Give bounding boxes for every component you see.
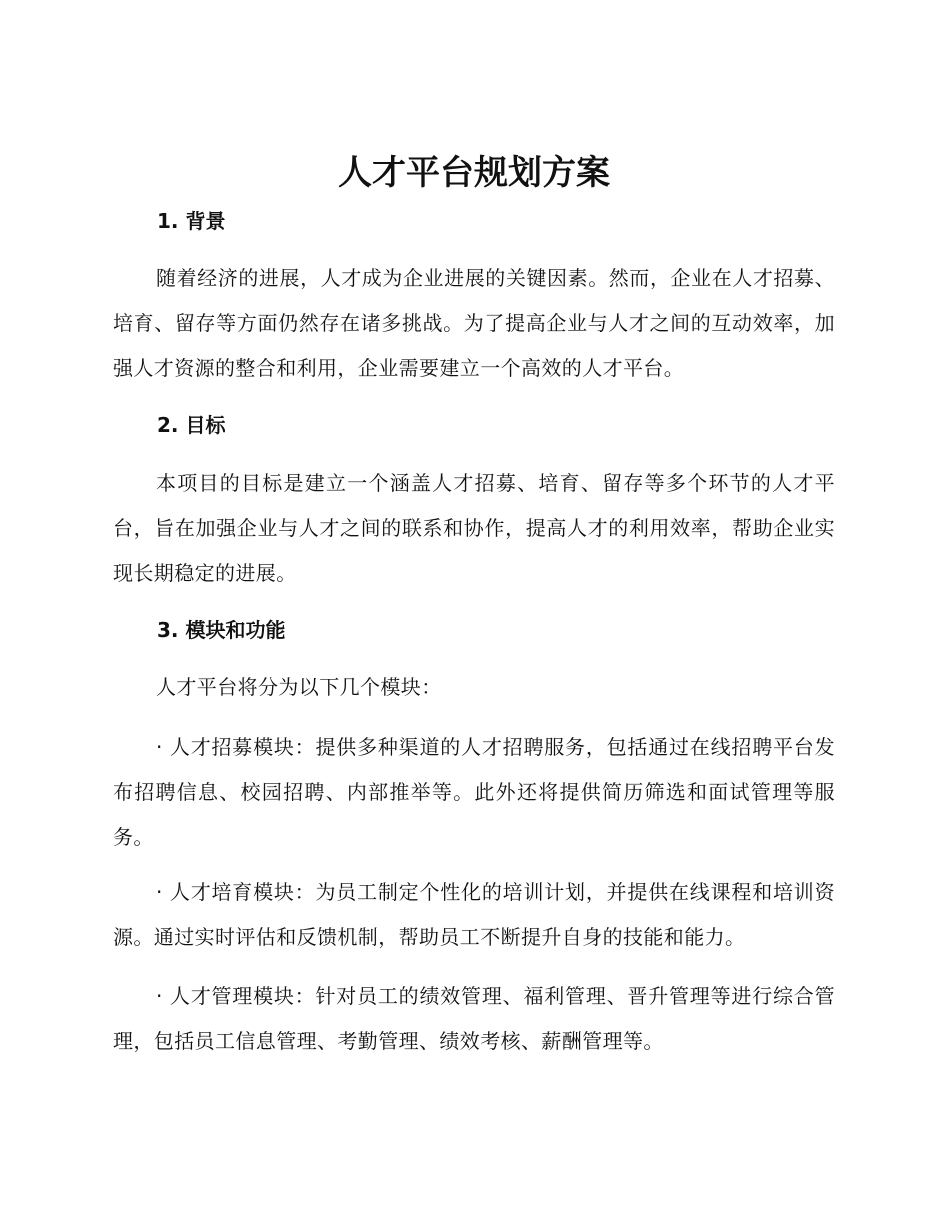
section-heading-goals: 2. 目标 xyxy=(157,413,226,437)
section-heading-background: 1. 背景 xyxy=(157,209,226,233)
document-title: 人才平台规划方案 xyxy=(338,153,610,193)
bullet-recruitment-module: · 人才招募模块：提供多种渠道的人才招聘服务，包括通过在线招聘平台发布招聘信息、校园招聘、内部推举等。此外还将提供简历筛选和面试管理等服务。 xyxy=(113,735,835,849)
section-intro-modules: 人才平台将分为以下几个模块： xyxy=(156,675,442,699)
bullet-training-module: · 人才培育模块：为员工制定个性化的培训计划，并提供在线课程和培训资源。通过实时评估和反馈机制，帮助员工不断提升自身的技能和能力。 xyxy=(113,880,835,949)
section-body-background: 随着经济的进展，人才成为企业进展的关键因素。然而，企业在人才招募、培育、留存等方面仍然存在诸多挑战。为了提高企业与人才之间的互动效率，加强人才资源的整合和利用，企业需要建立一个高效的人才平台。 xyxy=(113,266,835,380)
section-body-goals: 本项目的目标是建立一个涵盖人才招募、培育、留存等多个环节的人才平台，旨在加强企业与人才之间的联系和协作，提高人才的利用效率，帮助企业实现长期稳定的进展。 xyxy=(113,471,835,585)
section-heading-modules: 3. 模块和功能 xyxy=(157,618,286,642)
bullet-management-module: · 人才管理模块：针对员工的绩效管理、福利管理、晋升管理等进行综合管理，包括员工信息管理、考勤管理、绩效考核、薪酬管理等。 xyxy=(113,984,835,1053)
